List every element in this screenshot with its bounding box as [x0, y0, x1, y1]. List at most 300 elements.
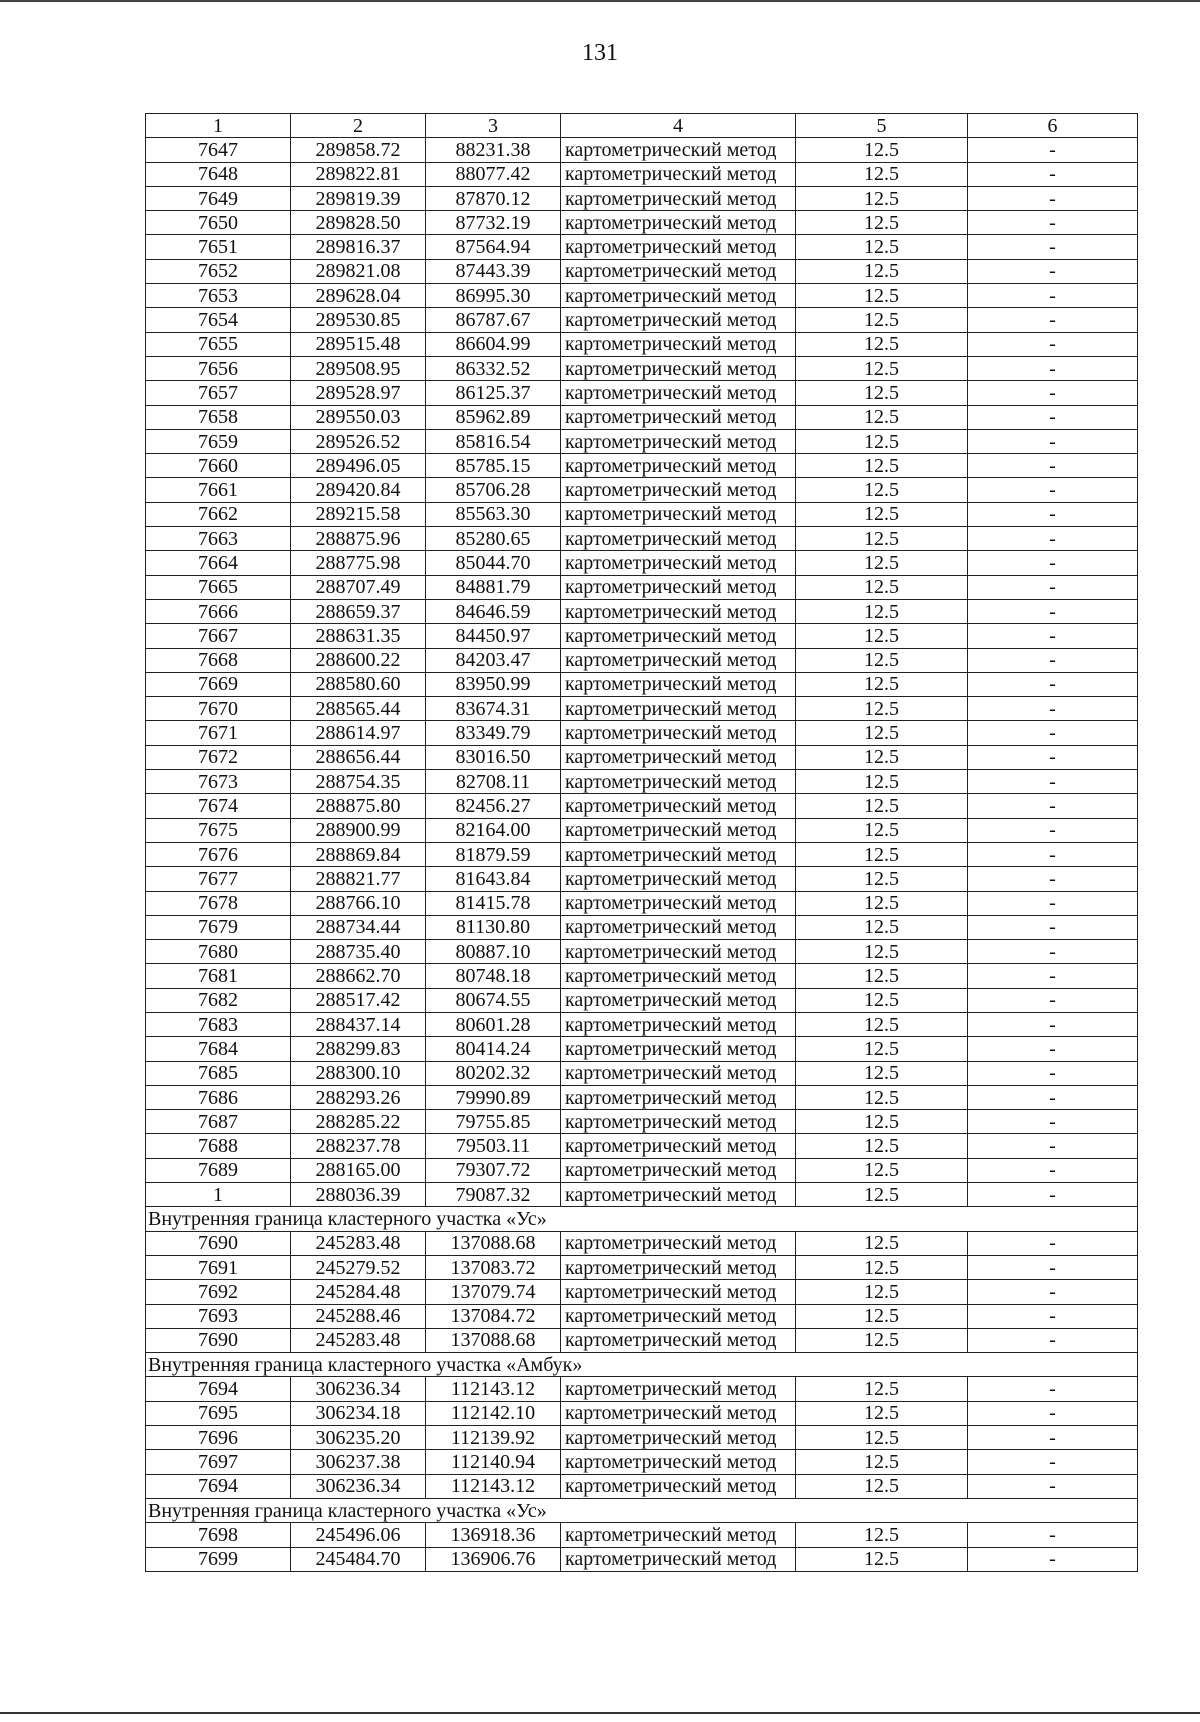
section-title: Внутренняя граница кластерного участка «Ус» [146, 1498, 1138, 1522]
y-coordinate-cell: 85785.15 [426, 454, 561, 478]
table-row [146, 551, 1138, 575]
method-cell: картометрический метод [561, 770, 796, 794]
note-cell: - [968, 429, 1138, 453]
note-cell: - [968, 551, 1138, 575]
method-cell: картометрический метод [561, 1304, 796, 1328]
x-coordinate-cell: 288707.49 [291, 575, 426, 599]
method-cell: картометрический метод [561, 697, 796, 721]
table-row [146, 575, 1138, 599]
point-number-cell: 7650 [146, 211, 291, 235]
section-row [146, 1353, 1138, 1377]
x-coordinate-cell: 289816.37 [291, 235, 426, 259]
accuracy-cell: 12.5 [796, 186, 968, 210]
table-row [146, 502, 1138, 526]
table-row [146, 672, 1138, 696]
y-coordinate-cell: 86604.99 [426, 332, 561, 356]
note-cell: - [968, 770, 1138, 794]
x-coordinate-cell: 245283.48 [291, 1231, 426, 1255]
y-coordinate-cell: 86995.30 [426, 284, 561, 308]
x-coordinate-cell: 288900.99 [291, 818, 426, 842]
note-cell: - [968, 1158, 1138, 1182]
table-header-row [146, 114, 1138, 138]
accuracy-cell: 12.5 [796, 308, 968, 332]
note-cell: - [968, 527, 1138, 551]
method-cell: картометрический метод [561, 551, 796, 575]
point-number-cell: 7664 [146, 551, 291, 575]
x-coordinate-cell: 306236.34 [291, 1474, 426, 1498]
accuracy-cell: 12.5 [796, 284, 968, 308]
point-number-cell: 7670 [146, 697, 291, 721]
y-coordinate-cell: 137083.72 [426, 1255, 561, 1279]
table-row [146, 1474, 1138, 1498]
table-row [146, 138, 1138, 162]
note-cell: - [968, 405, 1138, 429]
point-number-cell: 7688 [146, 1134, 291, 1158]
y-coordinate-cell: 80414.24 [426, 1037, 561, 1061]
point-number-cell: 7694 [146, 1474, 291, 1498]
point-number-cell: 7662 [146, 502, 291, 526]
y-coordinate-cell: 88231.38 [426, 138, 561, 162]
accuracy-cell: 12.5 [796, 1255, 968, 1279]
method-cell: картометрический метод [561, 454, 796, 478]
accuracy-cell: 12.5 [796, 551, 968, 575]
y-coordinate-cell: 85962.89 [426, 405, 561, 429]
method-cell: картометрический метод [561, 284, 796, 308]
note-cell: - [968, 915, 1138, 939]
header-col-2: 2 [291, 114, 426, 138]
page-top-edge [0, 0, 1200, 2]
point-number-cell: 7679 [146, 915, 291, 939]
note-cell: - [968, 1523, 1138, 1547]
table-row [146, 405, 1138, 429]
table-row [146, 867, 1138, 891]
header-col-5: 5 [796, 114, 968, 138]
point-number-cell: 7689 [146, 1158, 291, 1182]
x-coordinate-cell: 289515.48 [291, 332, 426, 356]
method-cell: картометрический метод [561, 527, 796, 551]
note-cell: - [968, 308, 1138, 332]
y-coordinate-cell: 87564.94 [426, 235, 561, 259]
table-row [146, 1037, 1138, 1061]
accuracy-cell: 12.5 [796, 988, 968, 1012]
y-coordinate-cell: 112143.12 [426, 1474, 561, 1498]
note-cell: - [968, 162, 1138, 186]
page-number: 131 [582, 40, 618, 66]
method-cell: картометрический метод [561, 721, 796, 745]
y-coordinate-cell: 80601.28 [426, 1012, 561, 1036]
table-row [146, 721, 1138, 745]
x-coordinate-cell: 288656.44 [291, 745, 426, 769]
table-row [146, 527, 1138, 551]
note-cell: - [968, 721, 1138, 745]
accuracy-cell: 12.5 [796, 1523, 968, 1547]
y-coordinate-cell: 79307.72 [426, 1158, 561, 1182]
x-coordinate-cell: 288293.26 [291, 1085, 426, 1109]
method-cell: картометрический метод [561, 1523, 796, 1547]
x-coordinate-cell: 245288.46 [291, 1304, 426, 1328]
note-cell: - [968, 1085, 1138, 1109]
note-cell: - [968, 648, 1138, 672]
y-coordinate-cell: 85280.65 [426, 527, 561, 551]
accuracy-cell: 12.5 [796, 648, 968, 672]
x-coordinate-cell: 245484.70 [291, 1547, 426, 1571]
point-number-cell: 7658 [146, 405, 291, 429]
table-row [146, 988, 1138, 1012]
accuracy-cell: 12.5 [796, 915, 968, 939]
y-coordinate-cell: 85706.28 [426, 478, 561, 502]
table-body [146, 138, 1138, 1572]
y-coordinate-cell: 80674.55 [426, 988, 561, 1012]
y-coordinate-cell: 112143.12 [426, 1377, 561, 1401]
x-coordinate-cell: 288036.39 [291, 1183, 426, 1207]
y-coordinate-cell: 85044.70 [426, 551, 561, 575]
method-cell: картометрический метод [561, 1426, 796, 1450]
table-row [146, 891, 1138, 915]
x-coordinate-cell: 289550.03 [291, 405, 426, 429]
point-number-cell: 7665 [146, 575, 291, 599]
method-cell: картометрический метод [561, 211, 796, 235]
table-row [146, 332, 1138, 356]
table-row [146, 1183, 1138, 1207]
y-coordinate-cell: 87732.19 [426, 211, 561, 235]
accuracy-cell: 12.5 [796, 1328, 968, 1352]
table-row [146, 1158, 1138, 1182]
point-number-cell: 7667 [146, 624, 291, 648]
accuracy-cell: 12.5 [796, 818, 968, 842]
y-coordinate-cell: 82456.27 [426, 794, 561, 818]
method-cell: картометрический метод [561, 308, 796, 332]
y-coordinate-cell: 88077.42 [426, 162, 561, 186]
method-cell: картометрический метод [561, 235, 796, 259]
point-number-cell: 7660 [146, 454, 291, 478]
note-cell: - [968, 1304, 1138, 1328]
point-number-cell: 7668 [146, 648, 291, 672]
note-cell: - [968, 1255, 1138, 1279]
table-row [146, 818, 1138, 842]
point-number-cell: 7692 [146, 1280, 291, 1304]
method-cell: картометрический метод [561, 891, 796, 915]
x-coordinate-cell: 288659.37 [291, 599, 426, 623]
y-coordinate-cell: 82708.11 [426, 770, 561, 794]
point-number-cell: 7663 [146, 527, 291, 551]
accuracy-cell: 12.5 [796, 1037, 968, 1061]
x-coordinate-cell: 245284.48 [291, 1280, 426, 1304]
y-coordinate-cell: 137088.68 [426, 1231, 561, 1255]
accuracy-cell: 12.5 [796, 1085, 968, 1109]
table-row [146, 162, 1138, 186]
point-number-cell: 7648 [146, 162, 291, 186]
accuracy-cell: 12.5 [796, 745, 968, 769]
point-number-cell: 7653 [146, 284, 291, 308]
y-coordinate-cell: 81643.84 [426, 867, 561, 891]
method-cell: картометрический метод [561, 599, 796, 623]
point-number-cell: 7683 [146, 1012, 291, 1036]
y-coordinate-cell: 137079.74 [426, 1280, 561, 1304]
y-coordinate-cell: 83349.79 [426, 721, 561, 745]
header-col-6: 6 [968, 114, 1138, 138]
y-coordinate-cell: 136918.36 [426, 1523, 561, 1547]
accuracy-cell: 12.5 [796, 1134, 968, 1158]
table-row [146, 284, 1138, 308]
point-number-cell: 7675 [146, 818, 291, 842]
method-cell: картометрический метод [561, 502, 796, 526]
y-coordinate-cell: 82164.00 [426, 818, 561, 842]
x-coordinate-cell: 289496.05 [291, 454, 426, 478]
point-number-cell: 7656 [146, 356, 291, 380]
note-cell: - [968, 211, 1138, 235]
accuracy-cell: 12.5 [796, 1231, 968, 1255]
table-row [146, 1061, 1138, 1085]
x-coordinate-cell: 288565.44 [291, 697, 426, 721]
note-cell: - [968, 1401, 1138, 1425]
y-coordinate-cell: 79087.32 [426, 1183, 561, 1207]
table-row [146, 1523, 1138, 1547]
point-number-cell: 7647 [146, 138, 291, 162]
table-row [146, 1426, 1138, 1450]
y-coordinate-cell: 81879.59 [426, 842, 561, 866]
method-cell: картометрический метод [561, 429, 796, 453]
method-cell: картометрический метод [561, 405, 796, 429]
note-cell: - [968, 1280, 1138, 1304]
x-coordinate-cell: 289526.52 [291, 429, 426, 453]
x-coordinate-cell: 288869.84 [291, 842, 426, 866]
accuracy-cell: 12.5 [796, 211, 968, 235]
accuracy-cell: 12.5 [796, 381, 968, 405]
table-row [146, 1280, 1138, 1304]
accuracy-cell: 12.5 [796, 429, 968, 453]
method-cell: картометрический метод [561, 915, 796, 939]
method-cell: картометрический метод [561, 940, 796, 964]
note-cell: - [968, 454, 1138, 478]
note-cell: - [968, 356, 1138, 380]
method-cell: картометрический метод [561, 1255, 796, 1279]
x-coordinate-cell: 289508.95 [291, 356, 426, 380]
accuracy-cell: 12.5 [796, 1474, 968, 1498]
table-row [146, 1328, 1138, 1352]
point-number-cell: 7686 [146, 1085, 291, 1109]
y-coordinate-cell: 83016.50 [426, 745, 561, 769]
table-row [146, 842, 1138, 866]
accuracy-cell: 12.5 [796, 259, 968, 283]
y-coordinate-cell: 86332.52 [426, 356, 561, 380]
y-coordinate-cell: 85816.54 [426, 429, 561, 453]
x-coordinate-cell: 306237.38 [291, 1450, 426, 1474]
y-coordinate-cell: 86787.67 [426, 308, 561, 332]
point-number-cell: 7681 [146, 964, 291, 988]
accuracy-cell: 12.5 [796, 1012, 968, 1036]
table-row [146, 770, 1138, 794]
x-coordinate-cell: 289858.72 [291, 138, 426, 162]
note-cell: - [968, 259, 1138, 283]
point-number-cell: 7697 [146, 1450, 291, 1474]
header-col-3: 3 [426, 114, 561, 138]
x-coordinate-cell: 288614.97 [291, 721, 426, 745]
y-coordinate-cell: 79503.11 [426, 1134, 561, 1158]
method-cell: картометрический метод [561, 381, 796, 405]
accuracy-cell: 12.5 [796, 770, 968, 794]
point-number-cell: 7695 [146, 1401, 291, 1425]
note-cell: - [968, 842, 1138, 866]
accuracy-cell: 12.5 [796, 672, 968, 696]
method-cell: картометрический метод [561, 1158, 796, 1182]
x-coordinate-cell: 288766.10 [291, 891, 426, 915]
y-coordinate-cell: 84881.79 [426, 575, 561, 599]
x-coordinate-cell: 288734.44 [291, 915, 426, 939]
method-cell: картометрический метод [561, 1134, 796, 1158]
accuracy-cell: 12.5 [796, 1280, 968, 1304]
y-coordinate-cell: 137088.68 [426, 1328, 561, 1352]
x-coordinate-cell: 289821.08 [291, 259, 426, 283]
y-coordinate-cell: 80202.32 [426, 1061, 561, 1085]
note-cell: - [968, 697, 1138, 721]
point-number-cell: 7682 [146, 988, 291, 1012]
note-cell: - [968, 1037, 1138, 1061]
table-row [146, 429, 1138, 453]
x-coordinate-cell: 289819.39 [291, 186, 426, 210]
note-cell: - [968, 1547, 1138, 1571]
method-cell: картометрический метод [561, 818, 796, 842]
table-row [146, 1547, 1138, 1571]
table-row [146, 745, 1138, 769]
accuracy-cell: 12.5 [796, 940, 968, 964]
x-coordinate-cell: 288735.40 [291, 940, 426, 964]
table-row [146, 1012, 1138, 1036]
x-coordinate-cell: 289828.50 [291, 211, 426, 235]
accuracy-cell: 12.5 [796, 138, 968, 162]
y-coordinate-cell: 86125.37 [426, 381, 561, 405]
note-cell: - [968, 1061, 1138, 1085]
note-cell: - [968, 624, 1138, 648]
method-cell: картометрический метод [561, 259, 796, 283]
accuracy-cell: 12.5 [796, 527, 968, 551]
point-number-cell: 7687 [146, 1110, 291, 1134]
accuracy-cell: 12.5 [796, 794, 968, 818]
x-coordinate-cell: 245283.48 [291, 1328, 426, 1352]
method-cell: картометрический метод [561, 745, 796, 769]
accuracy-cell: 12.5 [796, 1377, 968, 1401]
table-row [146, 915, 1138, 939]
method-cell: картометрический метод [561, 1231, 796, 1255]
note-cell: - [968, 1183, 1138, 1207]
point-number-cell: 7678 [146, 891, 291, 915]
point-number-cell: 7671 [146, 721, 291, 745]
point-number-cell: 7691 [146, 1255, 291, 1279]
point-number-cell: 7690 [146, 1328, 291, 1352]
accuracy-cell: 12.5 [796, 162, 968, 186]
x-coordinate-cell: 289528.97 [291, 381, 426, 405]
x-coordinate-cell: 288517.42 [291, 988, 426, 1012]
method-cell: картометрический метод [561, 794, 796, 818]
point-number-cell: 7685 [146, 1061, 291, 1085]
x-coordinate-cell: 289215.58 [291, 502, 426, 526]
note-cell: - [968, 599, 1138, 623]
table-row [146, 1304, 1138, 1328]
point-number-cell: 7669 [146, 672, 291, 696]
point-number-cell: 7677 [146, 867, 291, 891]
point-number-cell: 7698 [146, 1523, 291, 1547]
note-cell: - [968, 235, 1138, 259]
table-row [146, 1085, 1138, 1109]
method-cell: картометрический метод [561, 1377, 796, 1401]
table-row [146, 186, 1138, 210]
note-cell: - [968, 575, 1138, 599]
point-number-cell: 7676 [146, 842, 291, 866]
y-coordinate-cell: 112142.10 [426, 1401, 561, 1425]
x-coordinate-cell: 288300.10 [291, 1061, 426, 1085]
x-coordinate-cell: 245496.06 [291, 1523, 426, 1547]
section-title: Внутренняя граница кластерного участка «Ус» [146, 1207, 1138, 1231]
note-cell: - [968, 1231, 1138, 1255]
method-cell: картометрический метод [561, 162, 796, 186]
method-cell: картометрический метод [561, 1280, 796, 1304]
note-cell: - [968, 138, 1138, 162]
y-coordinate-cell: 112139.92 [426, 1426, 561, 1450]
table-row [146, 1255, 1138, 1279]
method-cell: картометрический метод [561, 648, 796, 672]
table-row [146, 1110, 1138, 1134]
method-cell: картометрический метод [561, 842, 796, 866]
accuracy-cell: 12.5 [796, 235, 968, 259]
note-cell: - [968, 745, 1138, 769]
method-cell: картометрический метод [561, 1061, 796, 1085]
note-cell: - [968, 794, 1138, 818]
x-coordinate-cell: 288631.35 [291, 624, 426, 648]
method-cell: картометрический метод [561, 1037, 796, 1061]
point-number-cell: 7673 [146, 770, 291, 794]
method-cell: картометрический метод [561, 1401, 796, 1425]
y-coordinate-cell: 83950.99 [426, 672, 561, 696]
method-cell: картометрический метод [561, 1547, 796, 1571]
accuracy-cell: 12.5 [796, 624, 968, 648]
x-coordinate-cell: 289420.84 [291, 478, 426, 502]
table-row [146, 211, 1138, 235]
table-row [146, 259, 1138, 283]
method-cell: картометрический метод [561, 1450, 796, 1474]
y-coordinate-cell: 84203.47 [426, 648, 561, 672]
method-cell: картометрический метод [561, 1012, 796, 1036]
point-number-cell: 7666 [146, 599, 291, 623]
method-cell: картометрический метод [561, 1110, 796, 1134]
point-number-cell: 7659 [146, 429, 291, 453]
header-col-4: 4 [561, 114, 796, 138]
accuracy-cell: 12.5 [796, 842, 968, 866]
accuracy-cell: 12.5 [796, 1450, 968, 1474]
accuracy-cell: 12.5 [796, 867, 968, 891]
y-coordinate-cell: 137084.72 [426, 1304, 561, 1328]
section-row [146, 1207, 1138, 1231]
note-cell: - [968, 672, 1138, 696]
point-number-cell: 7696 [146, 1426, 291, 1450]
method-cell: картометрический метод [561, 1474, 796, 1498]
point-number-cell: 7694 [146, 1377, 291, 1401]
point-number-cell: 7680 [146, 940, 291, 964]
method-cell: картометрический метод [561, 624, 796, 648]
y-coordinate-cell: 80887.10 [426, 940, 561, 964]
y-coordinate-cell: 84646.59 [426, 599, 561, 623]
accuracy-cell: 12.5 [796, 356, 968, 380]
y-coordinate-cell: 79990.89 [426, 1085, 561, 1109]
method-cell: картометрический метод [561, 988, 796, 1012]
point-number-cell: 7652 [146, 259, 291, 283]
section-title: Внутренняя граница кластерного участка «Амбук» [146, 1353, 1138, 1377]
table-row [146, 1401, 1138, 1425]
accuracy-cell: 12.5 [796, 1426, 968, 1450]
y-coordinate-cell: 136906.76 [426, 1547, 561, 1571]
x-coordinate-cell: 288875.80 [291, 794, 426, 818]
table-row [146, 381, 1138, 405]
table-row [146, 940, 1138, 964]
coordinates-table [145, 113, 1138, 1572]
